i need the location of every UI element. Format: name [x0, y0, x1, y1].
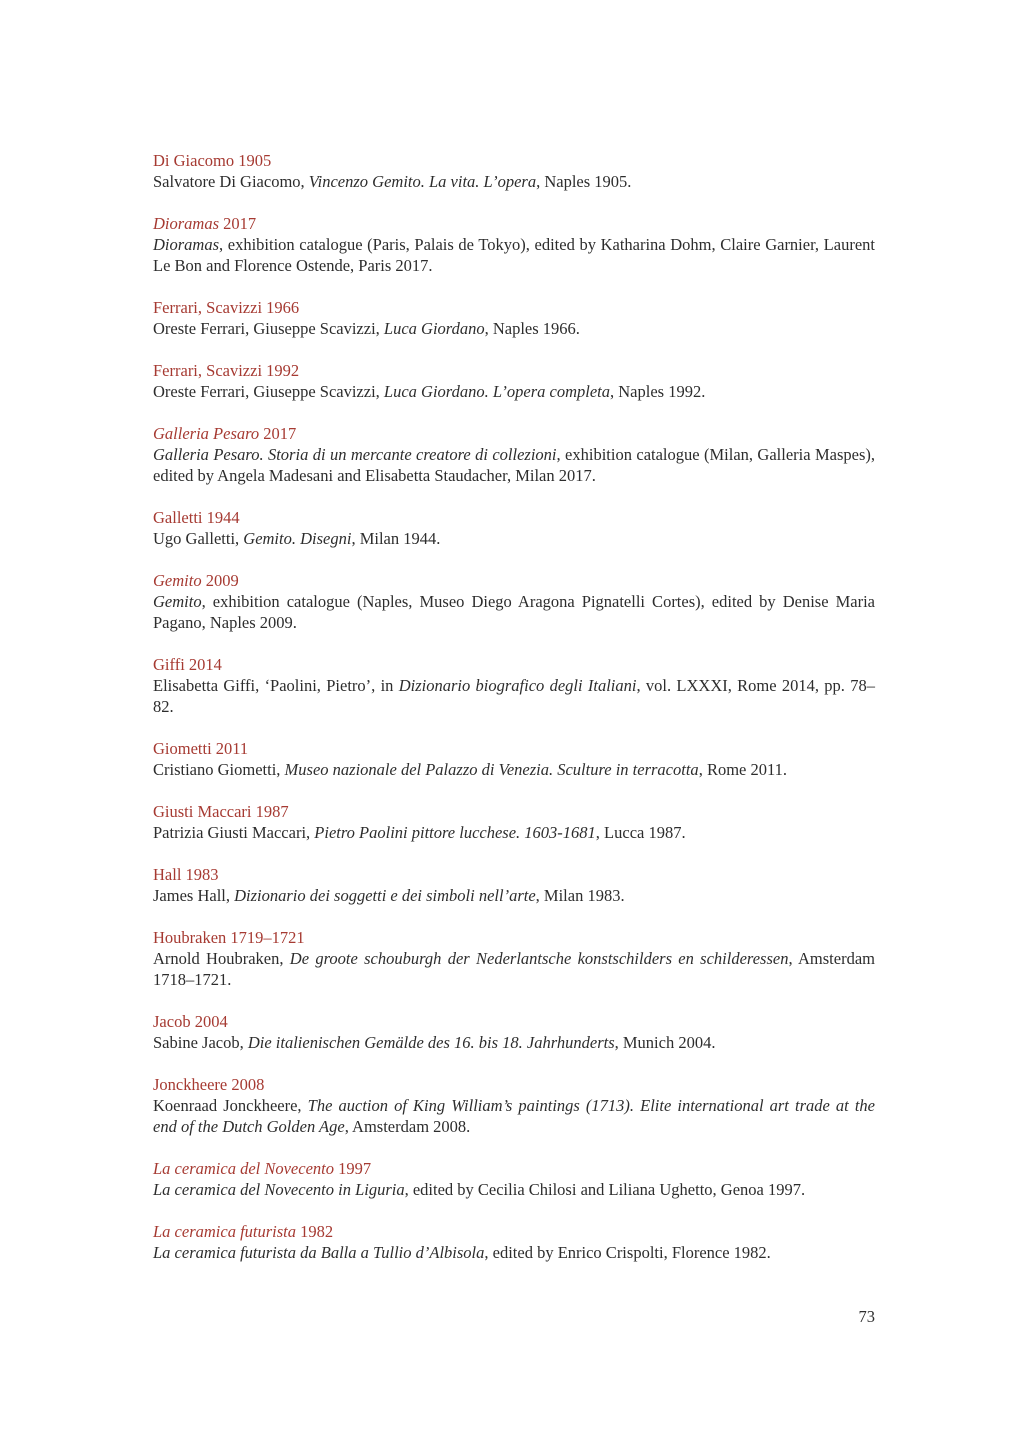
bibliography-list — [153, 150, 875, 1263]
title-segment: De groote schouburgh der Nederlantsche konstschilders en schilderessen — [289, 949, 789, 968]
text-segment: Galletti 1944 — [153, 508, 240, 527]
text-segment: Ferrari, Scavizzi 1966 — [153, 298, 300, 317]
entry-body — [153, 234, 875, 276]
text-segment: , Naples 1966. — [484, 319, 580, 338]
title-segment: Museo nazionale del Palazzo di Venezia. Sculture in terracotta — [284, 760, 699, 779]
bibliography-entry — [153, 927, 875, 990]
title-segment: La ceramica futurista da Balla a Tullio d’Albisola — [153, 1243, 485, 1262]
text-segment: Cristiano Giometti, — [153, 760, 285, 779]
entry-heading — [153, 150, 875, 171]
text-segment: , edited by Enrico Crispolti, Florence 1982. — [484, 1243, 771, 1262]
entry-body — [153, 171, 875, 192]
text-segment: Ugo Galletti, — [153, 529, 244, 548]
entry-body — [153, 1242, 875, 1263]
text-segment: , Amsterdam 2008. — [344, 1117, 471, 1136]
text-segment: Houbraken 1719–1721 — [153, 928, 305, 947]
entry-heading — [153, 1011, 875, 1032]
text-segment: Arnold Houbraken, — [153, 949, 290, 968]
title-segment: La ceramica del Novecento in Liguria — [153, 1180, 405, 1199]
text-segment: James Hall, — [153, 886, 235, 905]
entry-body — [153, 759, 875, 780]
entry-heading — [153, 927, 875, 948]
entry-heading — [153, 360, 875, 381]
text-segment: , Rome 2011. — [698, 760, 787, 779]
text-segment: Jacob 2004 — [153, 1012, 228, 1031]
entry-heading — [153, 213, 875, 234]
entry-body — [153, 1032, 875, 1053]
entry-body — [153, 591, 875, 633]
title-segment: La ceramica del Novecento — [153, 1159, 334, 1178]
text-segment: Patrizia Giusti Maccari, — [153, 823, 315, 842]
bibliography-entry — [153, 801, 875, 843]
entry-body — [153, 675, 875, 717]
title-segment: Gemito — [153, 592, 202, 611]
text-segment: 2017 — [259, 424, 297, 443]
title-segment: Dizionario biografico degli Italiani — [398, 676, 637, 695]
entry-heading — [153, 1158, 875, 1179]
title-segment: Pietro Paolini pittore lucchese. 1603-1681 — [314, 823, 596, 842]
text-segment: , Amsterdam 1718–1721. — [153, 949, 875, 989]
text-segment: Oreste Ferrari, Giuseppe Scavizzi, — [153, 319, 384, 338]
text-segment: , exhibition catalogue (Milan, Galleria Maspes), edited by Angela Madesani and Elisabetta Staudacher, Milan 2017. — [153, 445, 875, 485]
text-segment: , edited by Cecilia Chilosi and Liliana Ughetto, Genoa 1997. — [404, 1180, 806, 1199]
title-segment: Galleria Pesaro — [153, 424, 260, 443]
text-segment: Giometti 2011 — [153, 739, 249, 758]
entry-body — [153, 948, 875, 990]
text-segment: Giffi 2014 — [153, 655, 222, 674]
entry-heading — [153, 1221, 875, 1242]
entry-body — [153, 318, 875, 339]
title-segment: Dioramas — [153, 214, 220, 233]
entry-heading — [153, 423, 875, 444]
page-number: 73 — [858, 1307, 875, 1326]
entry-body — [153, 885, 875, 906]
text-segment: , Lucca 1987. — [595, 823, 686, 842]
bibliography-entry — [153, 360, 875, 402]
text-segment: , exhibition catalogue (Paris, Palais de Tokyo), edited by Katharina Dohm, Claire Garnier, Laurent Le Bon and Florence Ostende, Paris 2017. — [153, 235, 875, 275]
title-segment: Galleria Pesaro. Storia di un mercante creatore di collezioni — [153, 445, 557, 464]
text-segment: Giusti Maccari 1987 — [153, 802, 289, 821]
title-segment: Vincenzo Gemito. La vita. L’opera — [308, 172, 537, 191]
text-segment: Oreste Ferrari, Giuseppe Scavizzi, — [153, 382, 384, 401]
text-segment: Sabine Jacob, — [153, 1033, 248, 1052]
text-segment: , exhibition catalogue (Naples, Museo Diego Aragona Pignatelli Cortes), edited by Denise Maria Pagano, Naples 2009. — [153, 592, 875, 632]
title-segment: Luca Giordano. L’opera completa — [383, 382, 611, 401]
bibliography-entry — [153, 1011, 875, 1053]
bibliography-entry — [153, 507, 875, 549]
title-segment: Dioramas — [153, 235, 220, 254]
title-segment: Luca Giordano — [383, 319, 485, 338]
entry-body — [153, 1095, 875, 1137]
bibliography-page — [153, 150, 875, 1284]
entry-heading — [153, 507, 875, 528]
bibliography-entry — [153, 213, 875, 276]
bibliography-entry — [153, 150, 875, 192]
text-segment: , Naples 1905. — [536, 172, 632, 191]
bibliography-entry — [153, 1074, 875, 1137]
text-segment: Di Giacomo 1905 — [153, 151, 272, 170]
text-segment: Salvatore Di Giacomo, — [153, 172, 309, 191]
title-segment: The auction of King William’s paintings (1713). Elite international art trade at the end of the Dutch Golden Age — [153, 1096, 875, 1136]
bibliography-entry — [153, 1158, 875, 1200]
entry-body — [153, 381, 875, 402]
text-segment: , Milan 1944. — [351, 529, 441, 548]
title-segment: La ceramica futurista — [153, 1222, 296, 1241]
text-segment: , vol. LXXXI, Rome 2014, pp. 78–82. — [153, 676, 875, 716]
entry-heading — [153, 654, 875, 675]
text-segment: Jonckheere 2008 — [153, 1075, 265, 1094]
text-segment: 1982 — [296, 1222, 334, 1241]
text-segment: Hall 1983 — [153, 865, 219, 884]
entry-body — [153, 1179, 875, 1200]
entry-heading — [153, 801, 875, 822]
text-segment: Koenraad Jonckheere, — [153, 1096, 308, 1115]
title-segment: Gemito — [153, 571, 202, 590]
text-segment: 2017 — [219, 214, 257, 233]
entry-heading — [153, 297, 875, 318]
text-segment: Ferrari, Scavizzi 1992 — [153, 361, 300, 380]
bibliography-entry — [153, 297, 875, 339]
text-segment: Elisabetta Giffi, ‘Paolini, Pietro’, in — [153, 676, 399, 695]
text-segment: 1997 — [333, 1159, 372, 1178]
entry-body — [153, 444, 875, 486]
bibliography-entry — [153, 1221, 875, 1263]
entry-heading — [153, 1074, 875, 1095]
title-segment: Die italienischen Gemälde des 16. bis 18. Jahrhunderts — [247, 1033, 615, 1052]
entry-heading — [153, 738, 875, 759]
bibliography-entry — [153, 654, 875, 717]
entry-heading — [153, 864, 875, 885]
text-segment: , Naples 1992. — [610, 382, 706, 401]
entry-heading — [153, 570, 875, 591]
bibliography-entry — [153, 570, 875, 633]
bibliography-entry — [153, 423, 875, 486]
bibliography-entry — [153, 738, 875, 780]
entry-body — [153, 822, 875, 843]
title-segment: Gemito. Disegni — [243, 529, 352, 548]
bibliography-entry — [153, 864, 875, 906]
text-segment: , Milan 1983. — [535, 886, 625, 905]
text-segment: , Munich 2004. — [614, 1033, 716, 1052]
title-segment: Dizionario dei soggetti e dei simboli nell’arte — [234, 886, 536, 905]
entry-body — [153, 528, 875, 549]
text-segment: 2009 — [201, 571, 239, 590]
